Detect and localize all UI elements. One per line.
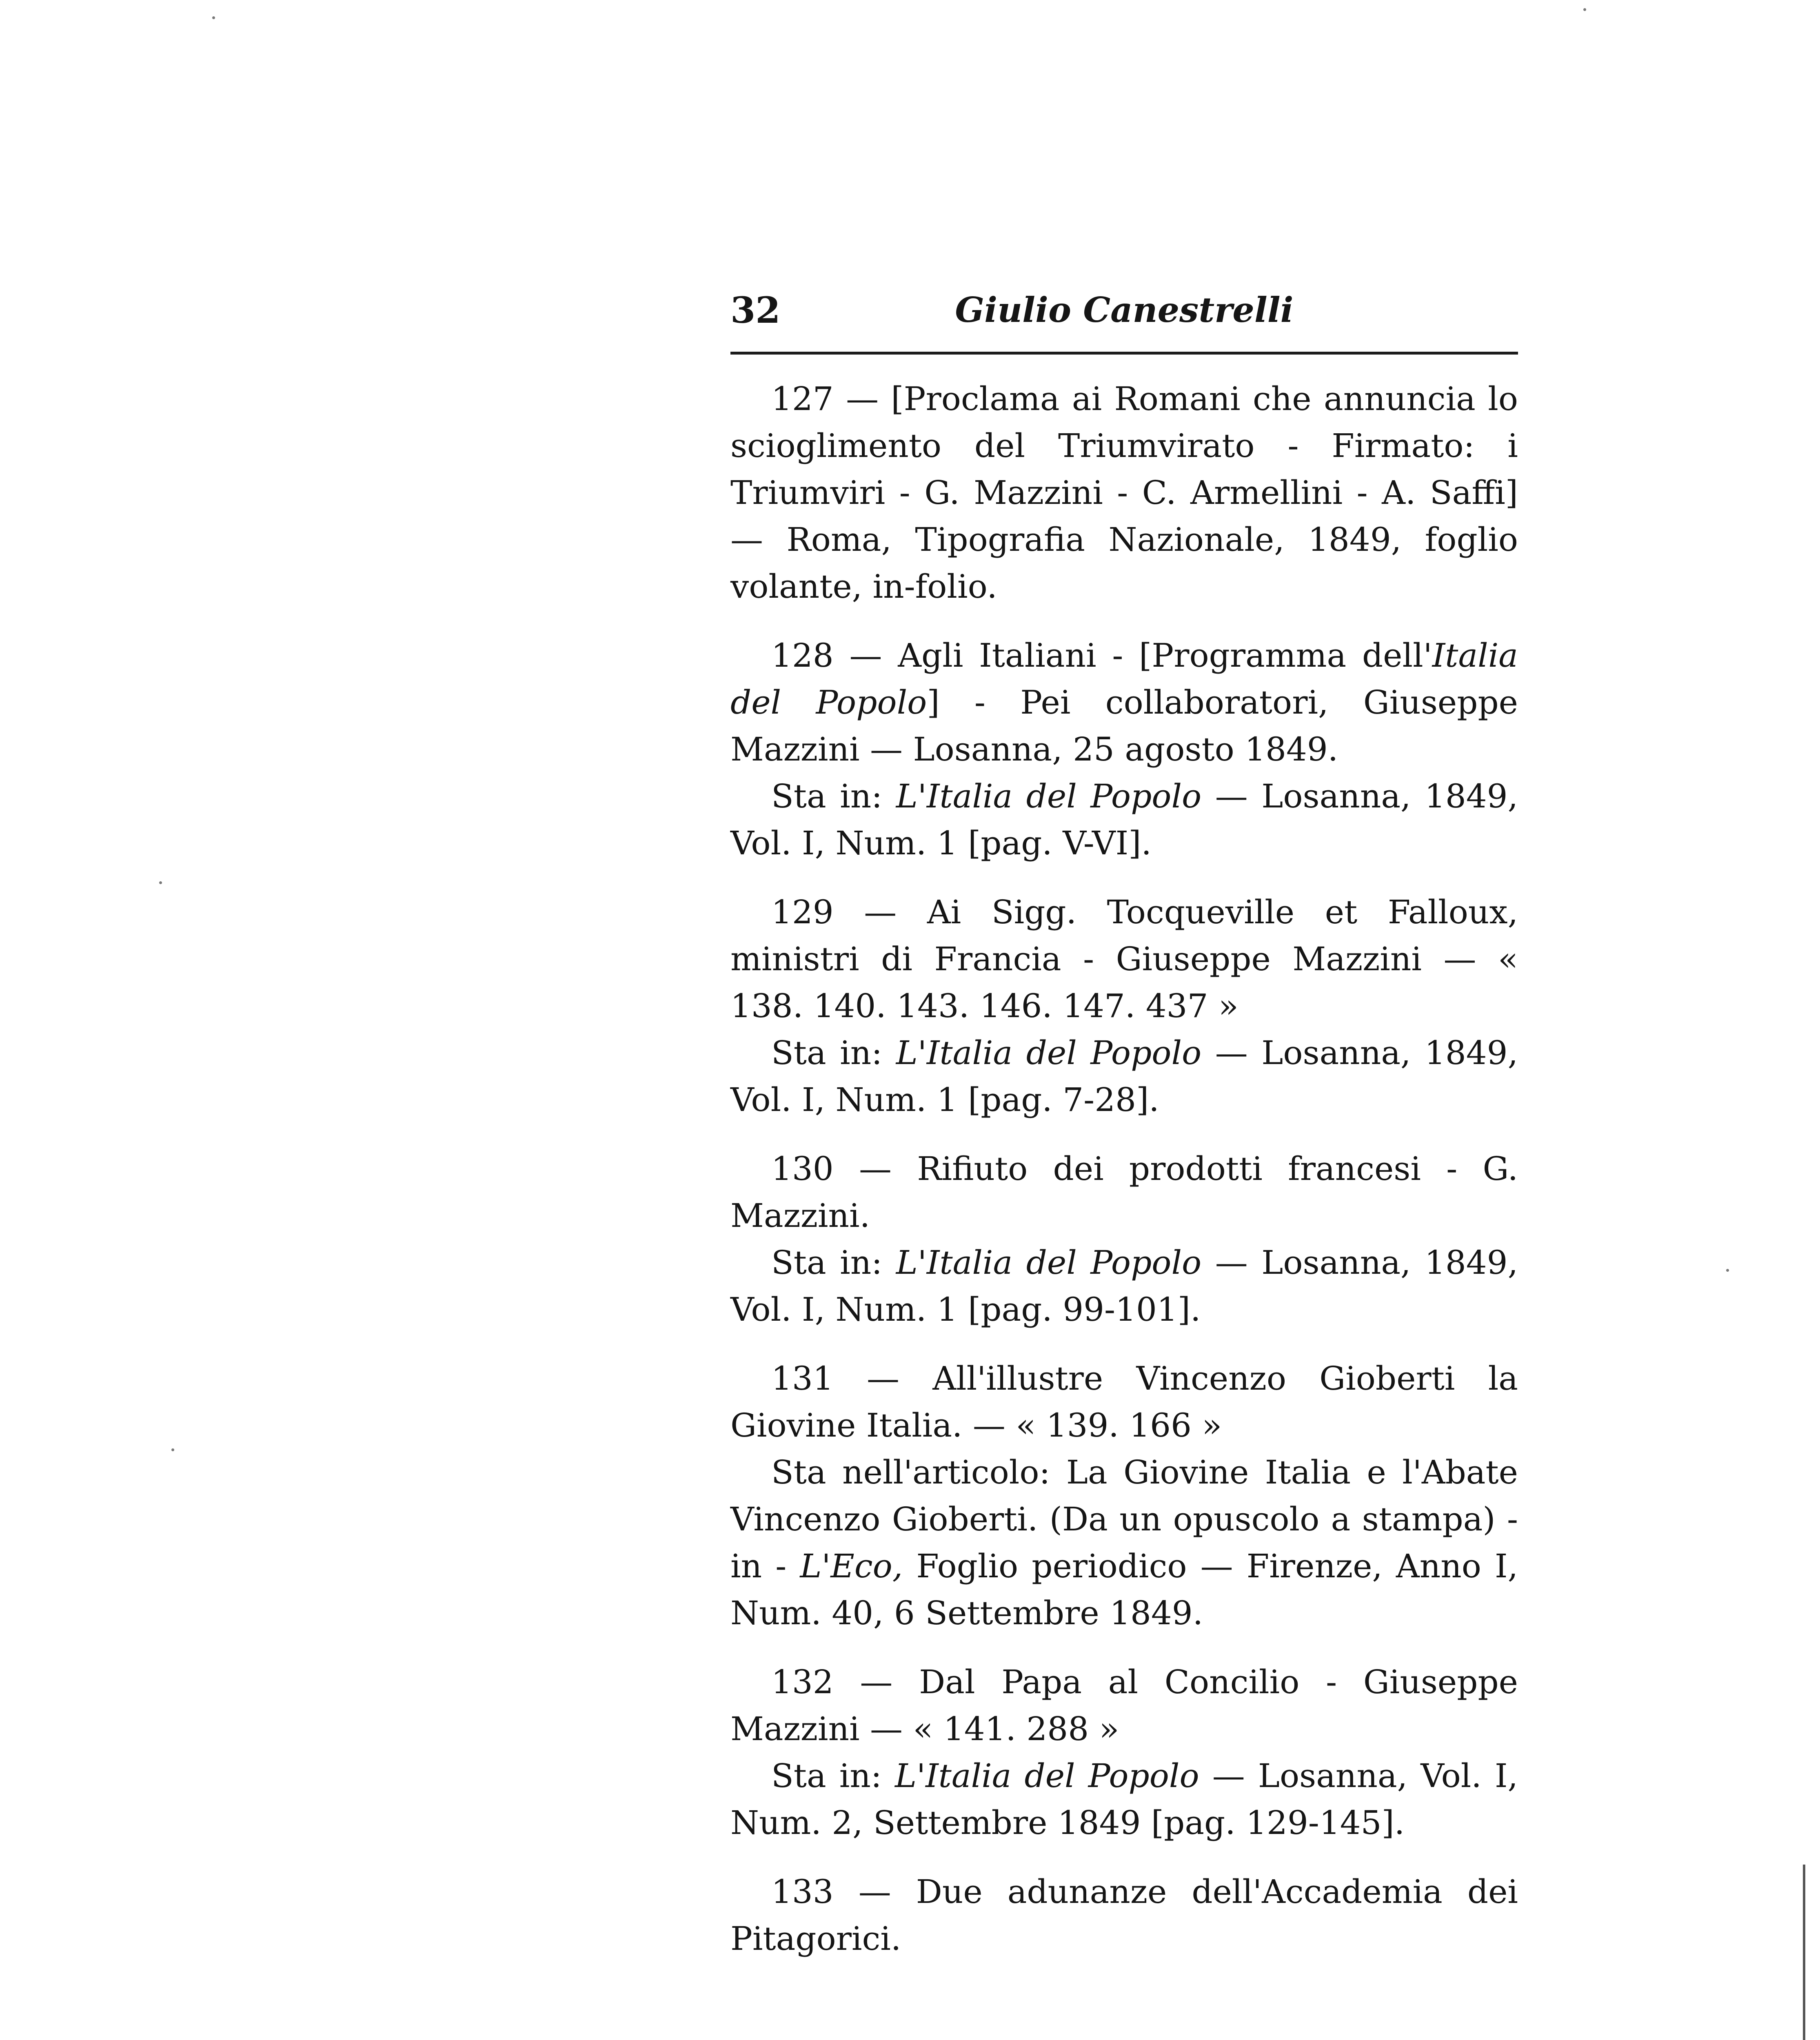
entry-title	[730, 1355, 1518, 1449]
running-head: Giulio Canestrelli	[955, 290, 1294, 330]
entry-title	[730, 375, 1518, 610]
entry-source	[730, 1239, 1518, 1333]
text-segment: 128 — Agli Italiani - [Programma dell'	[771, 636, 1432, 674]
entry-title	[730, 632, 1518, 773]
scan-speck	[1726, 1269, 1729, 1272]
text-segment: 131 — All'illustre Vincenzo Gioberti la Giovine Italia. — « 139. 166 »	[730, 1359, 1518, 1444]
text-segment: Sta in:	[771, 1757, 895, 1795]
text-segment: 133 — Due adunanze dell'Accademia dei Pitagorici.	[730, 1873, 1518, 1958]
scan-speck	[159, 881, 162, 884]
text-segment: Sta in:	[771, 777, 896, 815]
bibliography-entry	[730, 1868, 1518, 1962]
italic-title: L'Eco,	[800, 1547, 903, 1585]
scan-edge-mark	[1803, 1865, 1805, 2040]
header-rule	[730, 352, 1518, 355]
entry-title	[730, 1868, 1518, 1962]
text-segment: — Losanna, 1849, Vol. I, Num. 1 [pag. V-VI].	[730, 777, 1518, 862]
bibliography-entry	[730, 1659, 1518, 1846]
page-header	[730, 286, 1518, 339]
bibliography-entry	[730, 889, 1518, 1123]
text-segment: Foglio periodico — Firenze, Anno I, Num. 40, 6 Settembre 1849.	[730, 1547, 1518, 1632]
entry-title	[730, 889, 1518, 1029]
text-segment: ] - Pei collaboratori, Giuseppe Mazzini — Losanna, 25 agosto 1849.	[730, 683, 1518, 768]
scan-speck	[212, 16, 215, 19]
italic-title: L'Italia del Popolo	[896, 1034, 1202, 1072]
text-segment: 130 — Rifiuto dei prodotti francesi - G. Mazzini.	[730, 1150, 1518, 1235]
italic-title: L'Italia del Popolo	[894, 1757, 1199, 1795]
page-number: 32	[730, 289, 781, 331]
bibliography-entry	[730, 632, 1518, 867]
text-segment: 129 — Ai Sigg. Tocqueville et Falloux, ministri di Francia - Giuseppe Mazzini — « 138. 140. 143. 146. 147. 437 »	[730, 893, 1518, 1025]
entry-source	[730, 1449, 1518, 1636]
italic-title: L'Italia del Popolo	[896, 777, 1202, 815]
entry-source	[730, 773, 1518, 867]
bibliography-entry	[730, 375, 1518, 610]
text-segment: — Losanna, 1849, Vol. I, Num. 1 [pag. 7-28].	[730, 1034, 1518, 1119]
italic-title: Italia del Popolo	[730, 636, 1518, 721]
scan-speck	[1583, 8, 1586, 11]
entry-source	[730, 1752, 1518, 1846]
text-segment: Sta nell'articolo: La Giovine Italia e l'Abate Vincenzo Gioberti. (Da un opuscolo a stampa) - in -	[730, 1453, 1518, 1585]
bibliography-entry	[730, 1145, 1518, 1333]
bibliography-entries	[730, 375, 1518, 1984]
entry-title	[730, 1145, 1518, 1239]
entry-title	[730, 1659, 1518, 1752]
text-segment: 132 — Dal Papa al Concilio - Giuseppe Mazzini — « 141. 288 »	[730, 1663, 1518, 1748]
text-segment: — Losanna, 1849, Vol. I, Num. 1 [pag. 99-101].	[730, 1244, 1518, 1328]
scan-speck	[171, 1448, 174, 1451]
text-segment: Sta in:	[771, 1244, 896, 1282]
text-segment: — Losanna, Vol. I, Num. 2, Settembre 1849 [pag. 129-145].	[730, 1757, 1518, 1842]
text-segment: Sta in:	[771, 1034, 896, 1072]
text-segment: 127 — [Proclama ai Romani che annuncia lo scioglimento del Triumvirato - Firmato: i Triumviri - G. Mazzini - C. Armellini - A. Saffi] — Roma, Tipografia Nazionale, 1849, foglio volante, in-folio.	[730, 380, 1518, 605]
bibliography-entry	[730, 1355, 1518, 1636]
entry-source	[730, 1029, 1518, 1123]
italic-title: L'Italia del Popolo	[896, 1244, 1202, 1282]
